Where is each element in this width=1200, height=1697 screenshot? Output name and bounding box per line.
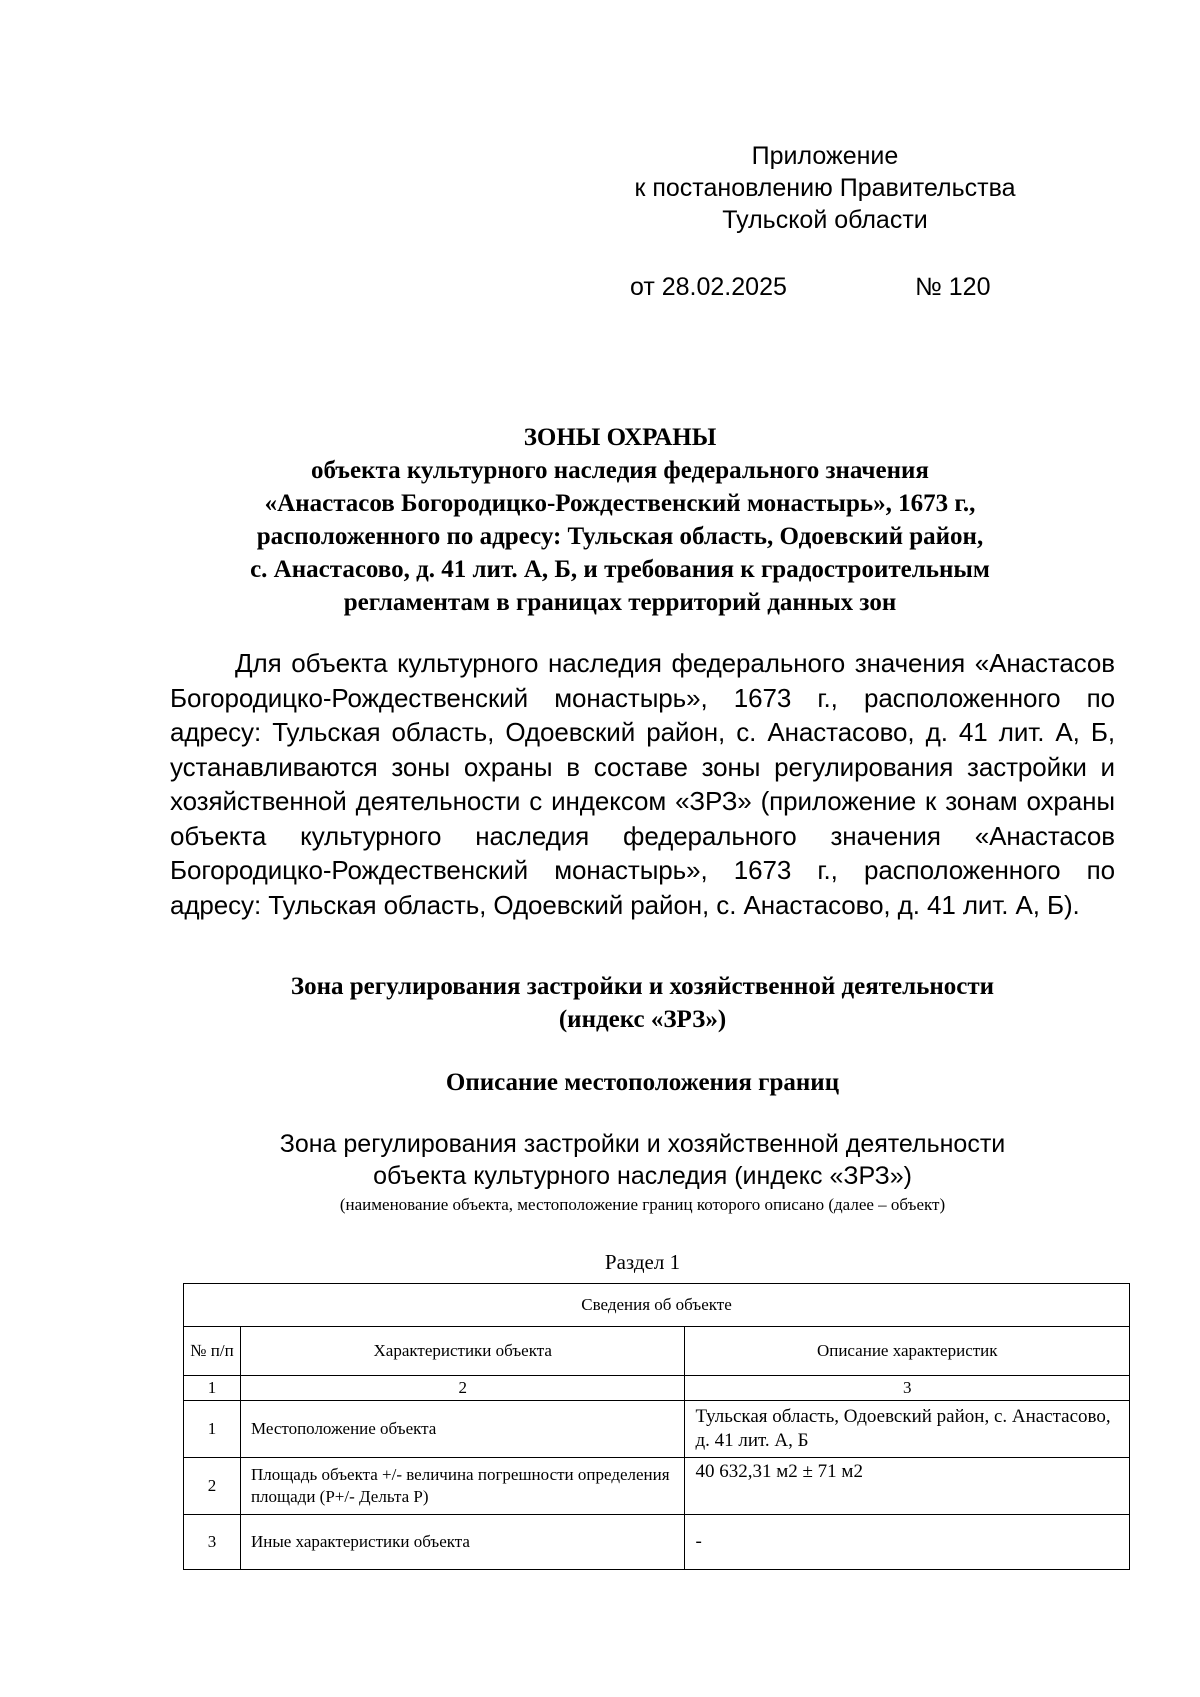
col-index-3: 3 <box>685 1376 1130 1401</box>
row-description: Тульская область, Одоевский район, с. Анастасово, д. 41 лит. А, Б <box>685 1401 1130 1458</box>
table-row <box>184 1458 1130 1515</box>
object-info-table <box>183 1283 1130 1570</box>
zone-description-line-1: Зона регулирования застройки и хозяйственной деятельности <box>279 1130 1006 1158</box>
appendix-header <box>600 140 1050 236</box>
row-characteristic: Иные характеристики объекта <box>240 1515 685 1570</box>
row-num: 2 <box>184 1458 241 1515</box>
row-num: 1 <box>184 1401 241 1458</box>
table-caption: Сведения об объекте <box>184 1284 1130 1327</box>
decree-number: № 120 <box>915 273 991 301</box>
row-num: 3 <box>184 1515 241 1570</box>
body-paragraph: Для объекта культурного наследия федерального значения «Анастасов Богородицко-Рождественский монастырь», 1673 г., расположенного по адресу: Тульская область, Одоевский район, с. Анастасово, д. 41 лит. А, Б, устанавливаются зоны охраны в составе зоны регулирования застройки и хозяйственной деятельности с индексом «ЗРЗ» (приложение к зонам охраны объекта культурного наследия федерального значения «Анастасов Богородицко-Рождественский монастырь», 1673 г., расположенного по адресу: Тульская область, Одоевский район, с. Анастасово, д. 41 лит. А, Б). <box>170 648 1115 920</box>
col-index-1: 1 <box>184 1376 241 1401</box>
zone-description <box>170 1128 1115 1192</box>
title-line-1: ЗОНЫ ОХРАНЫ <box>523 424 717 451</box>
zone-heading-line-1: Зона регулирования застройки и хозяйственной деятельности <box>290 973 995 1000</box>
table-row <box>184 1401 1130 1458</box>
section-label: Раздел 1 <box>604 1250 681 1274</box>
title-line-3: «Анастасов Богородицко-Рождественский монастырь», 1673 г., <box>264 490 976 517</box>
row-description: 40 632,31 м2 ± 71 м2 <box>685 1458 1130 1515</box>
document-title <box>170 421 1070 619</box>
col-header-num: № п/п <box>184 1327 241 1376</box>
col-header-characteristics: Характеристики объекта <box>240 1327 685 1376</box>
appendix-region: Тульской области <box>722 206 928 234</box>
object-note: (наименование объекта, местоположение границ которого описано (далее – объект) <box>339 1195 946 1214</box>
title-line-6: регламентам в границах территорий данных зон <box>343 589 897 616</box>
appendix-decree: к постановлению Правительства <box>634 174 1016 202</box>
col-header-description: Описание характеристик <box>685 1327 1130 1376</box>
col-index-2: 2 <box>240 1376 685 1401</box>
zone-description-line-2: объекта культурного наследия (индекс «ЗРЗ») <box>373 1162 912 1190</box>
appendix-label: Приложение <box>751 142 899 170</box>
title-line-2: объекта культурного наследия федерального значения <box>311 457 929 484</box>
title-line-4: расположенного по адресу: Тульская область, Одоевский район, <box>256 523 984 550</box>
zone-heading <box>170 970 1115 1036</box>
row-description: - <box>685 1515 1130 1570</box>
title-line-5: с. Анастасово, д. 41 лит. А, Б, и требования к градостроительным <box>250 556 990 583</box>
row-characteristic: Местоположение объекта <box>240 1401 685 1458</box>
row-characteristic: Площадь объекта +/- величина погрешности определения площади (Р+/- Дельта Р) <box>240 1458 685 1515</box>
decree-date: от 28.02.2025 <box>630 273 787 301</box>
boundary-heading: Описание местоположения границ <box>445 1069 840 1096</box>
table-row <box>184 1515 1130 1570</box>
zone-heading-line-2: (индекс «ЗРЗ») <box>558 1006 727 1033</box>
